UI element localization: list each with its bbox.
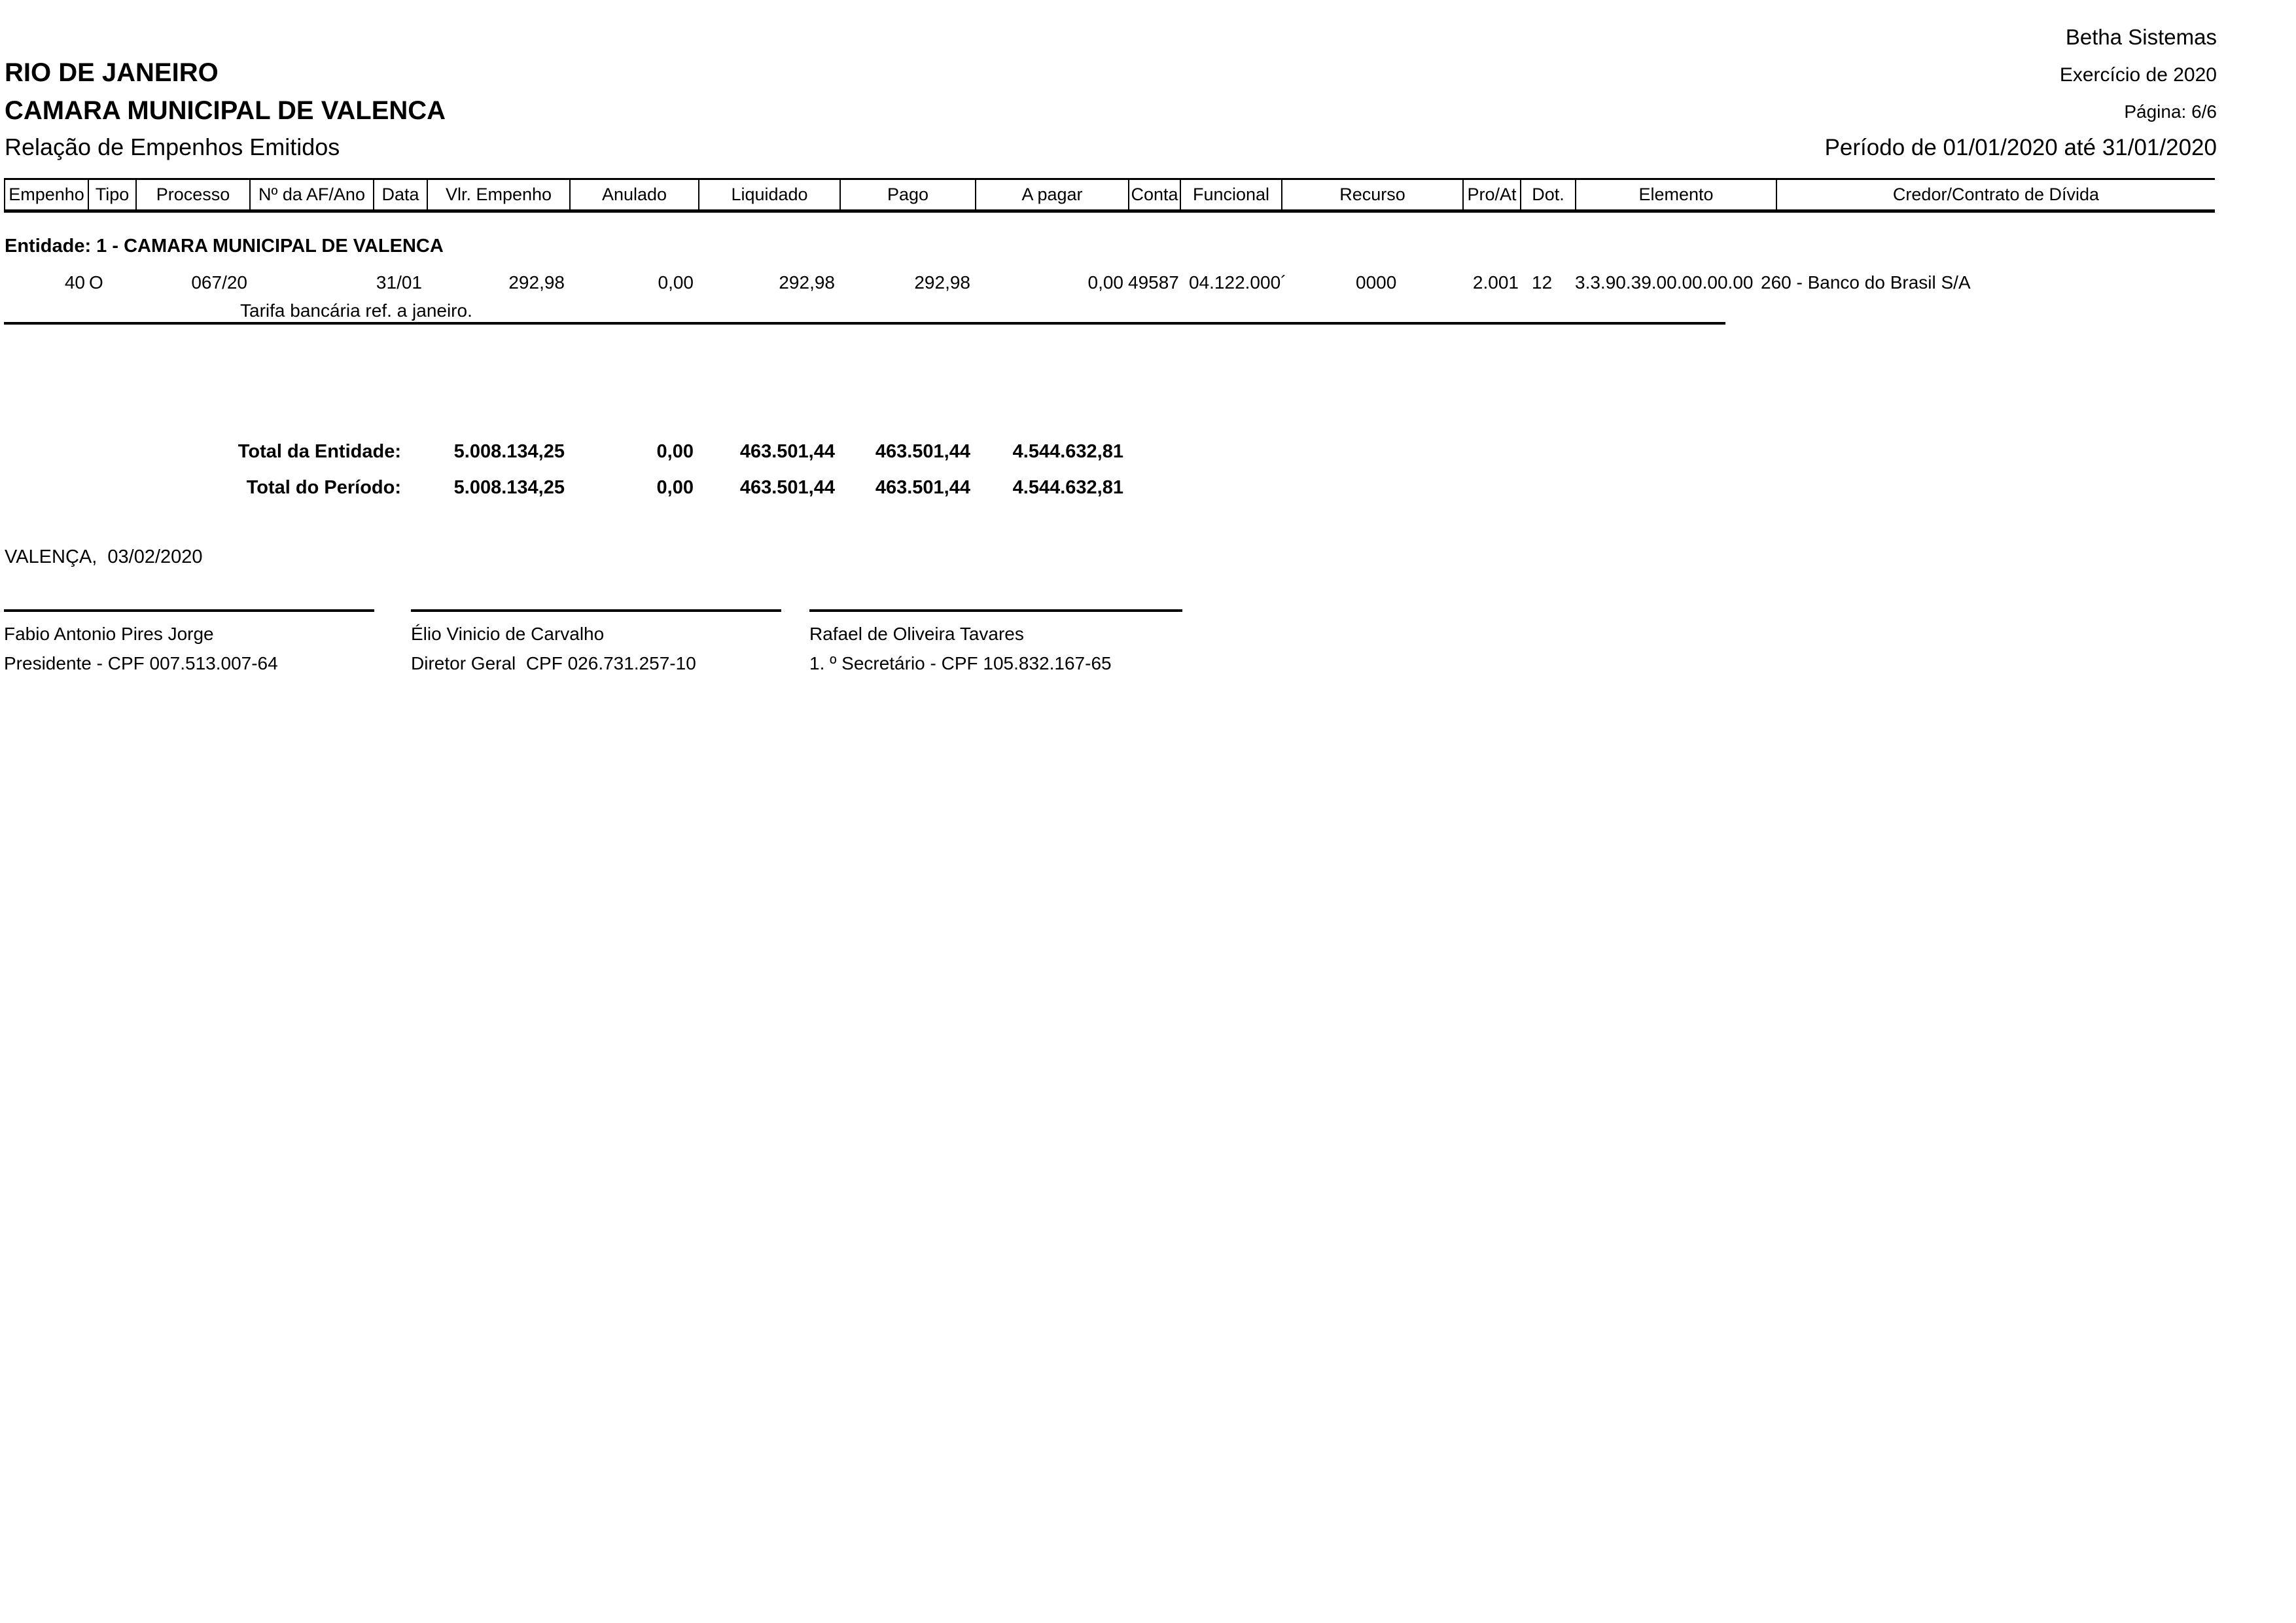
entity-group-label: Entidade: 1 - CAMARA MUNICIPAL DE VALENCA <box>5 236 444 257</box>
table-data-row <box>4 273 2215 293</box>
signature-block <box>809 609 1182 673</box>
total-periodo-label: Total do Período: <box>246 477 401 498</box>
column-header-af-ano: Nº da AF/Ano <box>249 180 373 209</box>
cell-credor: 260 - Banco do Brasil S/A <box>1761 272 1971 293</box>
signature-line <box>411 609 781 612</box>
signature-line <box>4 609 374 612</box>
cell-processo: 067/20 <box>191 272 247 293</box>
column-header-pro-at: Pro/At <box>1462 180 1520 209</box>
report-title: Relação de Empenhos Emitidos <box>5 134 340 160</box>
column-header-a-pagar: A pagar <box>975 180 1128 209</box>
column-header-conta: Conta <box>1128 180 1180 209</box>
cell-anulado: 0,00 <box>658 272 694 293</box>
column-header-vlr-empenho: Vlr. Empenho <box>427 180 569 209</box>
total-periodo-pago: 463.501,44 <box>875 477 970 498</box>
cell-vlr-empenho: 292,98 <box>508 272 565 293</box>
column-header-anulado: Anulado <box>569 180 698 209</box>
total-periodo-a-pagar: 4.544.632,81 <box>1012 477 1123 498</box>
total-entidade-vlr-empenho: 5.008.134,25 <box>453 441 565 462</box>
column-header-funcional: Funcional <box>1180 180 1281 209</box>
table-header-row <box>4 178 2215 213</box>
row-description: Tarifa bancária ref. a janeiro. <box>240 300 472 321</box>
cell-conta: 49587 <box>1128 272 1179 293</box>
row-divider <box>4 322 1725 325</box>
signatory-name: Rafael de Oliveira Tavares <box>809 624 1024 644</box>
column-header-tipo: Tipo <box>88 180 135 209</box>
cell-tipo: O <box>89 272 103 293</box>
signatory-name: Élio Vinicio de Carvalho <box>411 624 605 644</box>
column-header-processo: Processo <box>135 180 249 209</box>
page-indicator: Página: 6/6 <box>2124 101 2217 122</box>
signatory-role: 1. º Secretário - CPF 105.832.167-65 <box>809 653 1112 673</box>
total-entidade-pago: 463.501,44 <box>875 441 970 462</box>
exercise-label: Exercício de 2020 <box>2059 64 2217 86</box>
cell-data: 31/01 <box>376 272 422 293</box>
column-header-liquidado: Liquidado <box>698 180 839 209</box>
column-header-data: Data <box>373 180 427 209</box>
signatory-role: Presidente - CPF 007.513.007-64 <box>4 653 278 673</box>
cell-elemento: 3.3.90.39.00.00.00.00 <box>1575 272 1754 293</box>
total-entidade-anulado: 0,00 <box>656 441 694 462</box>
period-label: Período de 01/01/2020 até 31/01/2020 <box>1824 135 2217 160</box>
cell-a-pagar: 0,00 <box>1087 272 1123 293</box>
cell-funcional: 04.122.000´ <box>1189 272 1287 293</box>
place-date: VALENÇA, 03/02/2020 <box>5 546 203 567</box>
cell-liquidado: 292,98 <box>779 272 835 293</box>
signatory-name: Fabio Antonio Pires Jorge <box>4 624 214 644</box>
total-periodo-anulado: 0,00 <box>656 477 694 498</box>
cell-pro-at: 2.001 <box>1472 272 1519 293</box>
total-entidade-label: Total da Entidade: <box>238 441 401 462</box>
signature-line <box>809 609 1182 612</box>
total-entidade-a-pagar: 4.544.632,81 <box>1012 441 1123 462</box>
total-periodo-vlr-empenho: 5.008.134,25 <box>453 477 565 498</box>
cell-dot: 12 <box>1532 272 1553 293</box>
cell-af-ano <box>249 273 373 293</box>
total-periodo-liquidado: 463.501,44 <box>739 477 835 498</box>
signature-block <box>411 609 781 673</box>
total-entidade-liquidado: 463.501,44 <box>739 441 835 462</box>
column-header-recurso: Recurso <box>1281 180 1462 209</box>
column-header-dot: Dot. <box>1520 180 1575 209</box>
state-name: RIO DE JANEIRO <box>5 58 219 87</box>
vendor-name: Betha Sistemas <box>2065 25 2217 49</box>
cell-recurso: 0000 <box>1356 272 1397 293</box>
signatory-role: Diretor Geral CPF 026.731.257-10 <box>411 653 696 673</box>
column-header-elemento: Elemento <box>1575 180 1776 209</box>
column-header-credor: Credor/Contrato de Dívida <box>1776 180 2215 209</box>
column-header-pago: Pago <box>839 180 975 209</box>
cell-pago: 292,98 <box>914 272 970 293</box>
signature-block <box>4 609 374 673</box>
organization-name: CAMARA MUNICIPAL DE VALENCA <box>5 96 446 125</box>
column-header-empenho: Empenho <box>4 180 88 209</box>
cell-empenho: 40 <box>64 272 85 293</box>
